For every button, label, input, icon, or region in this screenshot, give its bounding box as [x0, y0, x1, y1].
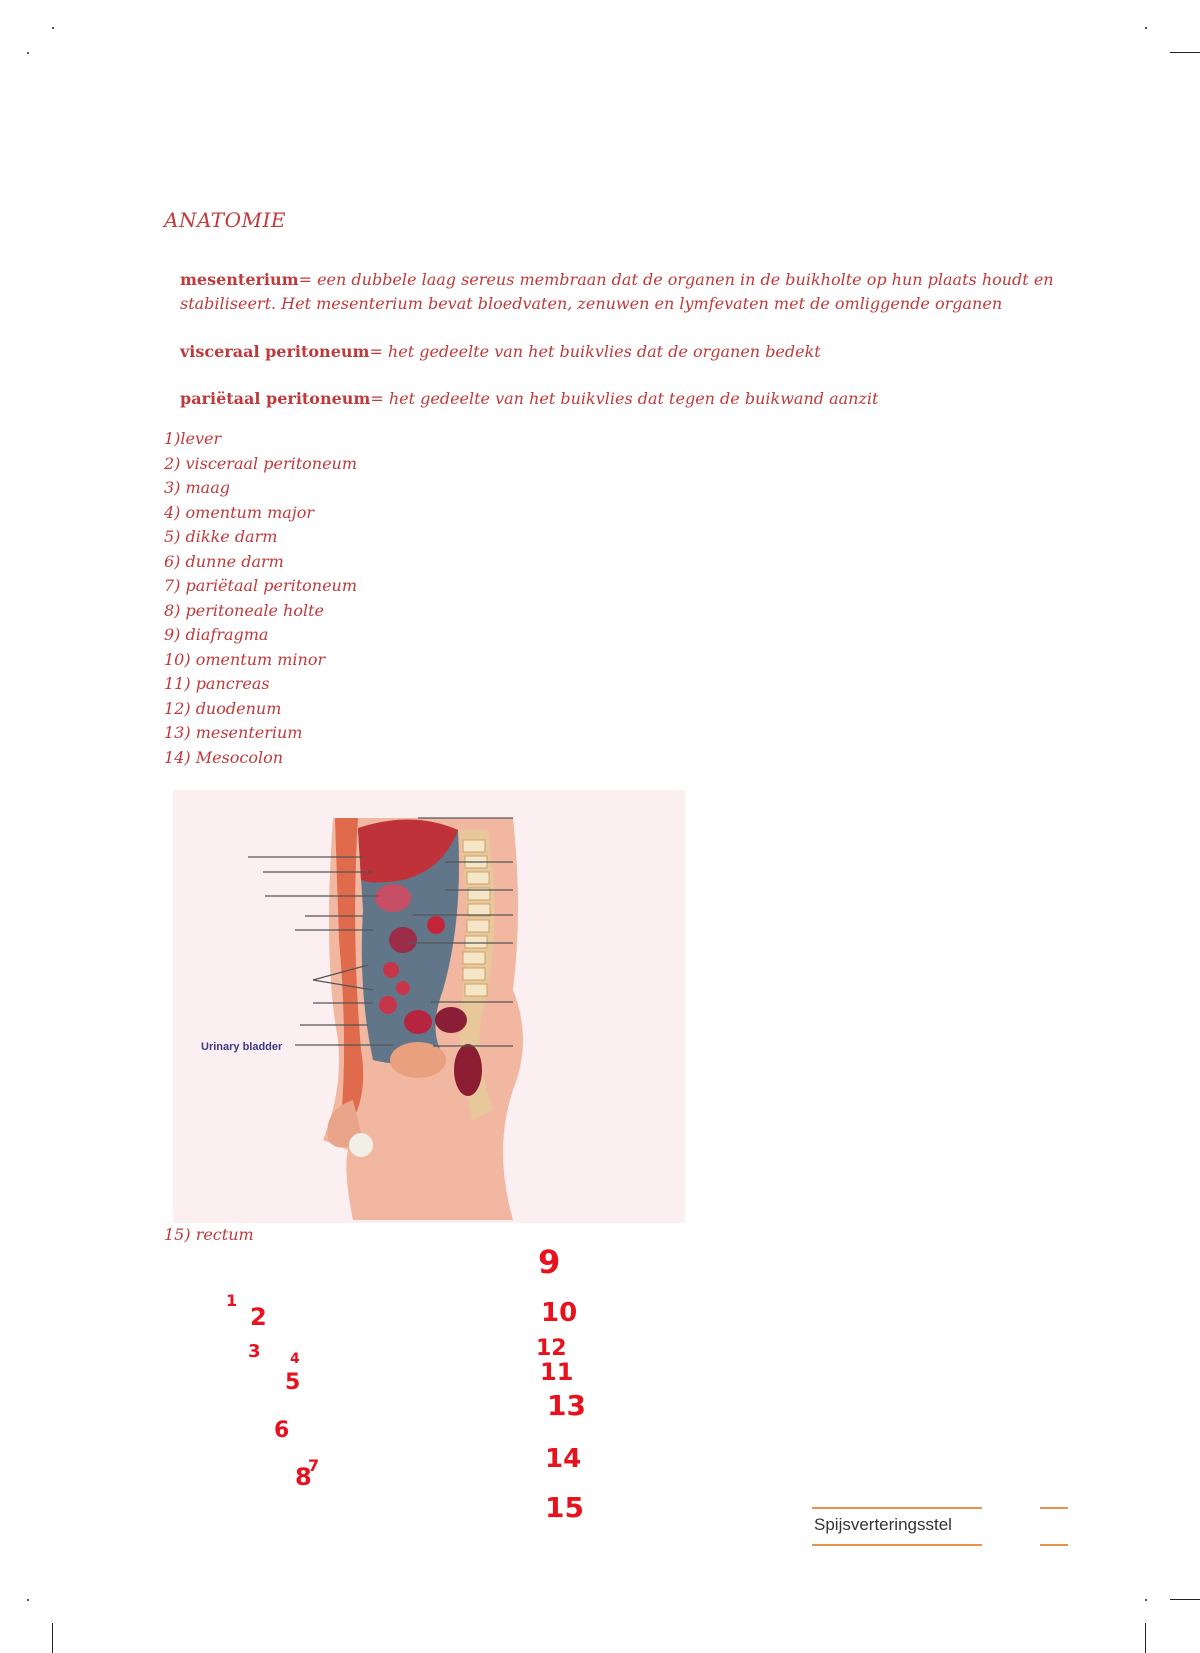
handwritten-number: 7	[308, 1456, 320, 1475]
list-item: 10) omentum minor	[164, 649, 326, 669]
list-item: 2) visceraal peritoneum	[164, 453, 358, 473]
page-title: ANATOMIE	[164, 208, 287, 232]
definition-text: = het gedeelte van het buikvlies dat tegen de buikwand aanzit	[370, 389, 879, 408]
definition-mesenterium	[180, 268, 1060, 316]
list-item: 12) duodenum	[164, 698, 282, 718]
definition-term: mesenterium	[180, 270, 299, 289]
footer-label: Spijsverteringsstel	[814, 1515, 952, 1534]
handwritten-number: 8	[295, 1463, 312, 1491]
footer-rule-bottom	[812, 1544, 982, 1546]
definition-term: visceraal peritoneum	[180, 342, 370, 361]
handwritten-number: 12	[536, 1336, 567, 1361]
handwritten-number: 5	[285, 1370, 301, 1395]
handwritten-number: 11	[540, 1358, 574, 1386]
crop-dot	[27, 1599, 29, 1601]
handwritten-number: 10	[541, 1298, 578, 1328]
crop-dot	[1145, 1599, 1147, 1601]
footer-rule-top-right	[1040, 1507, 1068, 1509]
list-item: 14) Mesocolon	[164, 747, 284, 767]
anatomy-figure	[173, 790, 685, 1223]
definition-text: = het gedeelte van het buikvlies dat de organen bedekt	[369, 342, 821, 361]
handwritten-number: 3	[248, 1341, 261, 1362]
list-item: 13) mesenterium	[164, 723, 303, 742]
list-item: 8) peritoneale holte	[164, 600, 324, 620]
definition-term: pariëtaal peritoneum	[180, 389, 371, 408]
crop-dot	[1145, 27, 1147, 29]
crop-mark	[52, 1623, 53, 1653]
definition-visceraal-peritoneum	[180, 340, 1060, 364]
handwritten-number: 4	[290, 1351, 300, 1367]
definition-parietaal-peritoneum	[180, 387, 1060, 411]
crop-mark	[1170, 52, 1200, 53]
handwritten-number: 2	[250, 1303, 267, 1331]
handwritten-number: 6	[274, 1418, 290, 1443]
handwritten-number: 14	[545, 1444, 582, 1474]
crop-mark	[1170, 1599, 1200, 1600]
list-item-rectum: 15) rectum	[164, 1225, 254, 1244]
list-item: 6) dunne darm	[164, 551, 284, 571]
crop-dot	[52, 27, 54, 29]
crop-dot	[27, 52, 29, 54]
list-item: 9) diafragma	[164, 625, 269, 644]
list-item: 5) dikke darm	[164, 527, 278, 546]
list-item: 1)lever	[164, 429, 222, 448]
footer-rule-bottom-right	[1040, 1544, 1068, 1546]
handwritten-number: 15	[545, 1491, 584, 1524]
handwritten-number: 13	[547, 1389, 586, 1422]
urinary-bladder-label: Urinary bladder	[201, 1041, 283, 1053]
definition-text: = een dubbele laag sereus membraan dat de organen in de buikholte op hun plaats houdt en stabiliseert. Het mesenterium bevat bloedvaten, zenuwen en lymfevaten met de omliggende organen	[180, 270, 1054, 313]
list-item: 4) omentum major	[164, 502, 315, 522]
abdomen-sagittal-illustration	[173, 790, 685, 1223]
handwritten-number: 1	[226, 1291, 238, 1310]
list-item: 11) pancreas	[164, 674, 270, 693]
footer-rule-top	[812, 1507, 982, 1509]
handwritten-number: 9	[538, 1243, 561, 1281]
list-item: 3) maag	[164, 478, 230, 497]
crop-mark	[1145, 1623, 1146, 1653]
anatomy-label-list	[164, 427, 357, 770]
list-item: 7) pariëtaal peritoneum	[164, 576, 358, 595]
